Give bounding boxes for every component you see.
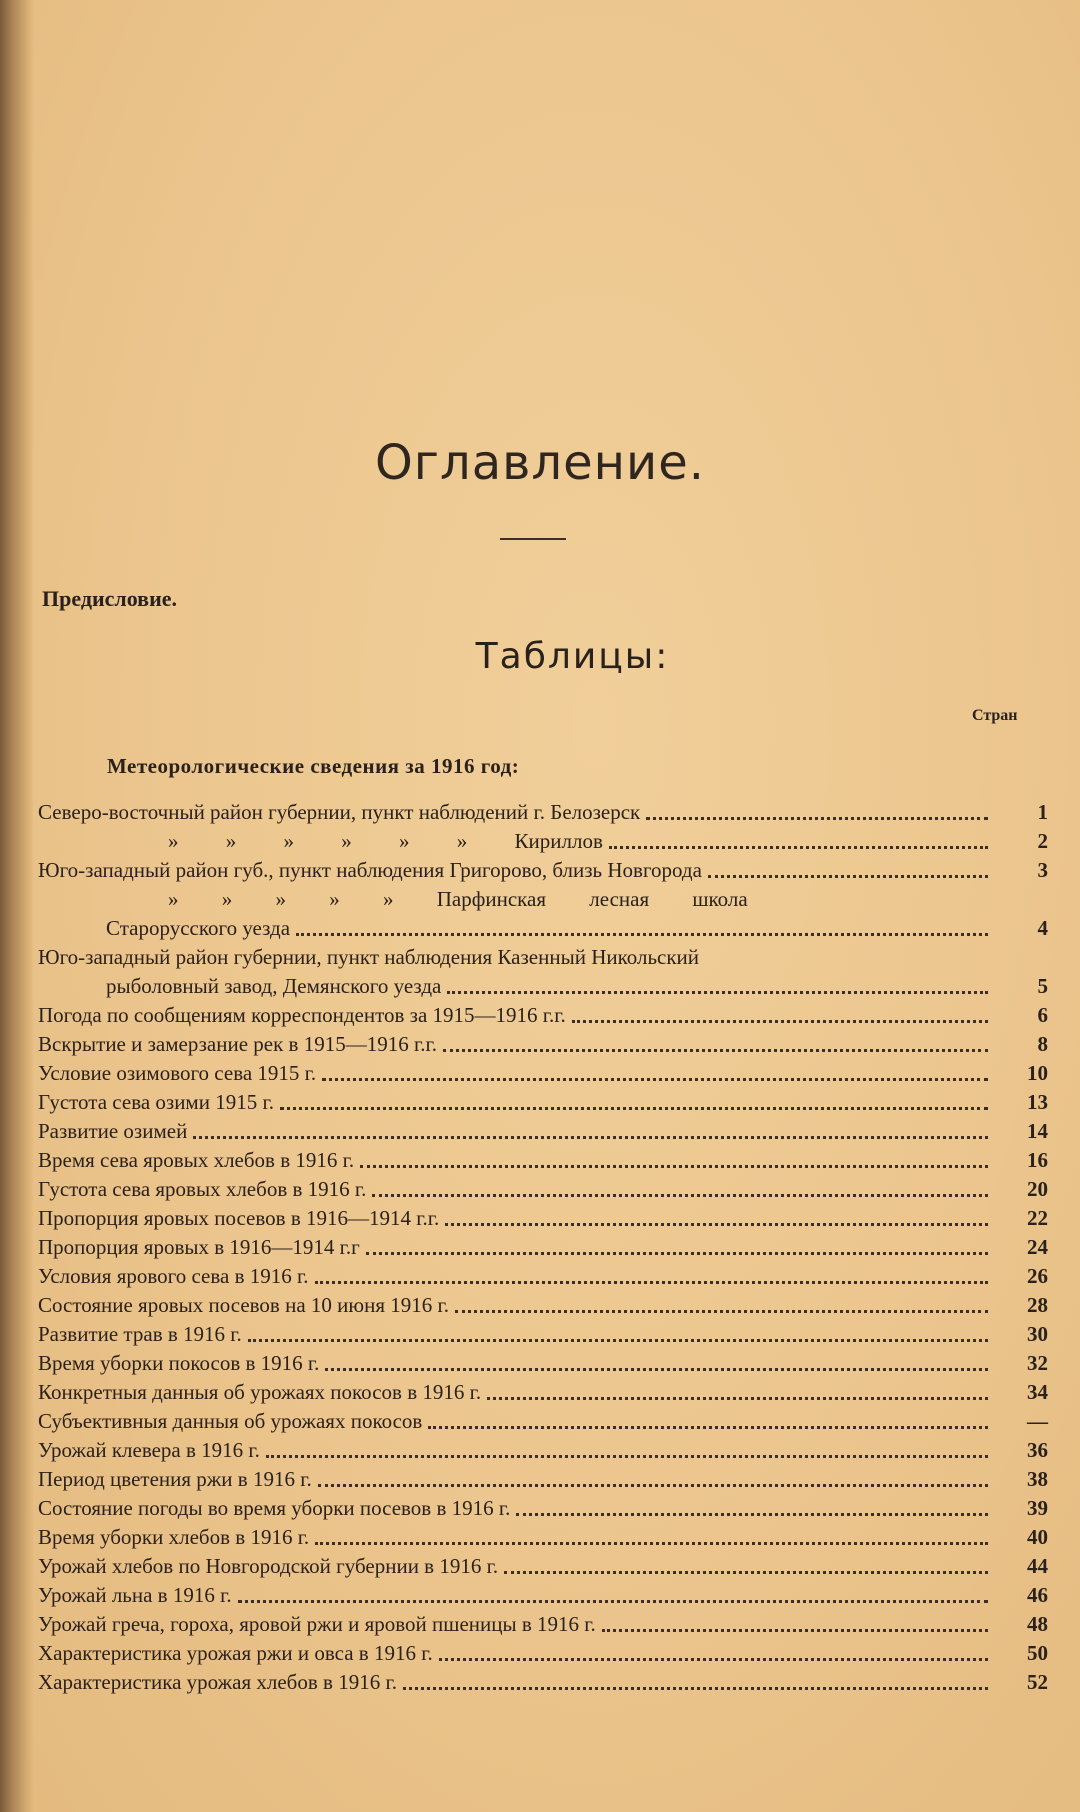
preface-entry: Предисловие. [42, 586, 178, 611]
toc-row [38, 1059, 1048, 1088]
toc-entry-text: Условие озимового сева 1915 г. [38, 1061, 317, 1085]
dot-leader [602, 1629, 988, 1632]
toc-entry-text: Старорусского уезда [106, 916, 291, 940]
toc-row [38, 1117, 1048, 1146]
toc-page-number: 36 [1027, 1438, 1048, 1462]
dot-leader [322, 1078, 988, 1081]
toc-row [38, 885, 1048, 914]
toc-page-number: 46 [1027, 1583, 1048, 1607]
dot-leader [439, 1658, 988, 1661]
toc-row [38, 1320, 1048, 1349]
toc-entry-text: Время уборки хлебов в 1916 г. [38, 1525, 310, 1549]
toc-entry-text: Урожай греча, гороха, яровой ржи и яровой пшеницы в 1916 г. [38, 1612, 596, 1636]
toc-entry-text: Состояние погоды во время уборки посевов в 1916 г. [38, 1496, 511, 1520]
dot-leader [315, 1281, 989, 1284]
toc-entry-text: Состояние яровых посевов на 10 июня 1916 г. [38, 1293, 449, 1317]
toc-entry-text: Вскрытие и замерзание рек в 1915—1916 г.г. [38, 1032, 437, 1056]
toc-row [38, 1378, 1048, 1407]
toc-entry-text: Юго-западный район губернии, пункт наблюдения Казенный Никольский [38, 945, 700, 969]
toc-page-number: 13 [1027, 1090, 1048, 1114]
dot-leader [238, 1600, 988, 1603]
toc-entry-text: рыболовный завод, Демянского уезда [106, 974, 442, 998]
section-header: Метеорологические сведения за 1916 год: [107, 754, 520, 778]
dot-leader [248, 1339, 988, 1342]
toc-entry-text: Характеристика урожая хлебов в 1916 г. [38, 1670, 397, 1694]
toc-row [38, 1610, 1048, 1639]
toc-entry-text: Урожай льна в 1916 г. [38, 1583, 232, 1607]
toc-page-number: 34 [1027, 1380, 1048, 1404]
toc-entry-text: Конкретныя данныя об урожаях покосов в 1916 г. [38, 1380, 482, 1404]
toc-page-number: 5 [1037, 974, 1048, 998]
toc-row [38, 972, 1048, 1001]
toc-page-number: 28 [1027, 1293, 1048, 1317]
tables-subtitle: Таблицы: [475, 636, 670, 677]
toc-row [38, 1088, 1048, 1117]
toc-entry-text: Развитие трав в 1916 г. [38, 1322, 242, 1346]
dot-leader [504, 1571, 988, 1574]
toc-page-number: 44 [1027, 1554, 1048, 1578]
toc-row [38, 1204, 1048, 1233]
toc-page-number: 40 [1027, 1525, 1048, 1549]
dot-leader [266, 1455, 988, 1458]
toc-page-number: 14 [1027, 1119, 1048, 1143]
toc-entry-text: Время сева яровых хлебов в 1916 г. [38, 1148, 355, 1172]
toc-row [38, 1291, 1048, 1320]
table-of-contents [38, 798, 1048, 1697]
dot-leader [455, 1310, 988, 1313]
toc-entry-text: Юго-западный район губ., пункт наблюдения Григорово, близь Новгорода [38, 858, 702, 882]
page-column-header: Стран [972, 707, 1018, 724]
toc-page-number: 1 [1037, 800, 1048, 824]
toc-row [38, 1175, 1048, 1204]
toc-row [38, 1349, 1048, 1378]
toc-page-number: 52 [1027, 1670, 1048, 1694]
toc-row [38, 1436, 1048, 1465]
dot-leader [445, 1223, 988, 1226]
dot-leader [296, 933, 988, 936]
toc-row [38, 1494, 1048, 1523]
toc-entry-text: Урожай хлебов по Новгородской губернии в 1916 г. [38, 1554, 499, 1578]
toc-page-number: 4 [1037, 916, 1048, 940]
dot-leader [443, 1049, 988, 1052]
toc-entry-text: Густота сева озими 1915 г. [38, 1090, 274, 1114]
dot-leader [403, 1687, 988, 1690]
page-title: Оглавление. [375, 435, 705, 491]
toc-entry-text: » » » » » » Кириллов [168, 829, 603, 853]
toc-row [38, 1552, 1048, 1581]
toc-entry-text: Время уборки покосов в 1916 г. [38, 1351, 320, 1375]
toc-page-number: 26 [1027, 1264, 1048, 1288]
toc-entry-text: Пропорция яровых в 1916—1914 г.г [38, 1235, 360, 1259]
toc-page-number: 2 [1037, 829, 1048, 853]
toc-page-number: 10 [1027, 1061, 1048, 1085]
dot-leader [360, 1165, 988, 1168]
toc-page-number: 6 [1037, 1003, 1048, 1027]
toc-page-number: 3 [1037, 858, 1048, 882]
toc-page-number: 22 [1027, 1206, 1048, 1230]
dot-leader [428, 1426, 988, 1429]
toc-row [38, 827, 1048, 856]
toc-entry-text: Погода по сообщениям корреспондентов за 1915—1916 г.г. [38, 1003, 566, 1027]
toc-entry-text: Урожай клевера в 1916 г. [38, 1438, 260, 1462]
dot-leader [280, 1107, 988, 1110]
toc-row [38, 1001, 1048, 1030]
toc-row [38, 1407, 1048, 1436]
toc-entry-text: Характеристика урожая ржи и овса в 1916 г. [38, 1641, 433, 1665]
toc-page-number: 20 [1027, 1177, 1048, 1201]
toc-entry-text: Северо-восточный район губернии, пункт наблюдений г. Белозерск [38, 800, 641, 824]
toc-page-number: — [1027, 1409, 1048, 1433]
dot-leader [516, 1513, 988, 1516]
toc-entry-text: Развитие озимей [38, 1119, 188, 1143]
dot-leader [487, 1397, 988, 1400]
dot-leader [193, 1136, 988, 1139]
toc-row [38, 943, 1048, 972]
toc-page-number: 24 [1027, 1235, 1048, 1259]
title-underline [500, 538, 566, 540]
toc-row [38, 1581, 1048, 1610]
toc-page-number: 8 [1037, 1032, 1048, 1056]
toc-row [38, 798, 1048, 827]
dot-leader [708, 875, 988, 878]
toc-entry-text: Условия ярового сева в 1916 г. [38, 1264, 309, 1288]
toc-row [38, 1465, 1048, 1494]
dot-leader [447, 991, 988, 994]
toc-page-number: 39 [1027, 1496, 1048, 1520]
toc-row [38, 1523, 1048, 1552]
dot-leader [318, 1484, 988, 1487]
toc-entry-text: Пропорция яровых посевов в 1916—1914 г.г. [38, 1206, 440, 1230]
dot-leader [646, 817, 988, 820]
dot-leader [609, 846, 988, 849]
toc-page-number: 38 [1027, 1467, 1048, 1491]
toc-entry-text: Густота сева яровых хлебов в 1916 г. [38, 1177, 367, 1201]
toc-row [38, 1639, 1048, 1668]
toc-row [38, 1668, 1048, 1697]
book-spine-shadow [0, 0, 34, 1812]
dot-leader [325, 1368, 988, 1371]
toc-page-number: 32 [1027, 1351, 1048, 1375]
toc-page-number: 50 [1027, 1641, 1048, 1665]
toc-row [38, 1146, 1048, 1175]
toc-entry-text: » » » » » Парфинская лесная школа [168, 887, 748, 911]
toc-row [38, 1262, 1048, 1291]
toc-page-number: 48 [1027, 1612, 1048, 1636]
dot-leader [572, 1020, 988, 1023]
toc-row [38, 1030, 1048, 1059]
dot-leader [315, 1542, 988, 1545]
toc-page-number: 30 [1027, 1322, 1048, 1346]
dot-leader [372, 1194, 988, 1197]
toc-row [38, 914, 1048, 943]
dot-leader [366, 1252, 988, 1255]
toc-row [38, 1233, 1048, 1262]
toc-page-number: 16 [1027, 1148, 1048, 1172]
toc-entry-text: Субъективныя данныя об урожаях покосов [38, 1409, 423, 1433]
toc-entry-text: Период цветения ржи в 1916 г. [38, 1467, 312, 1491]
toc-row [38, 856, 1048, 885]
